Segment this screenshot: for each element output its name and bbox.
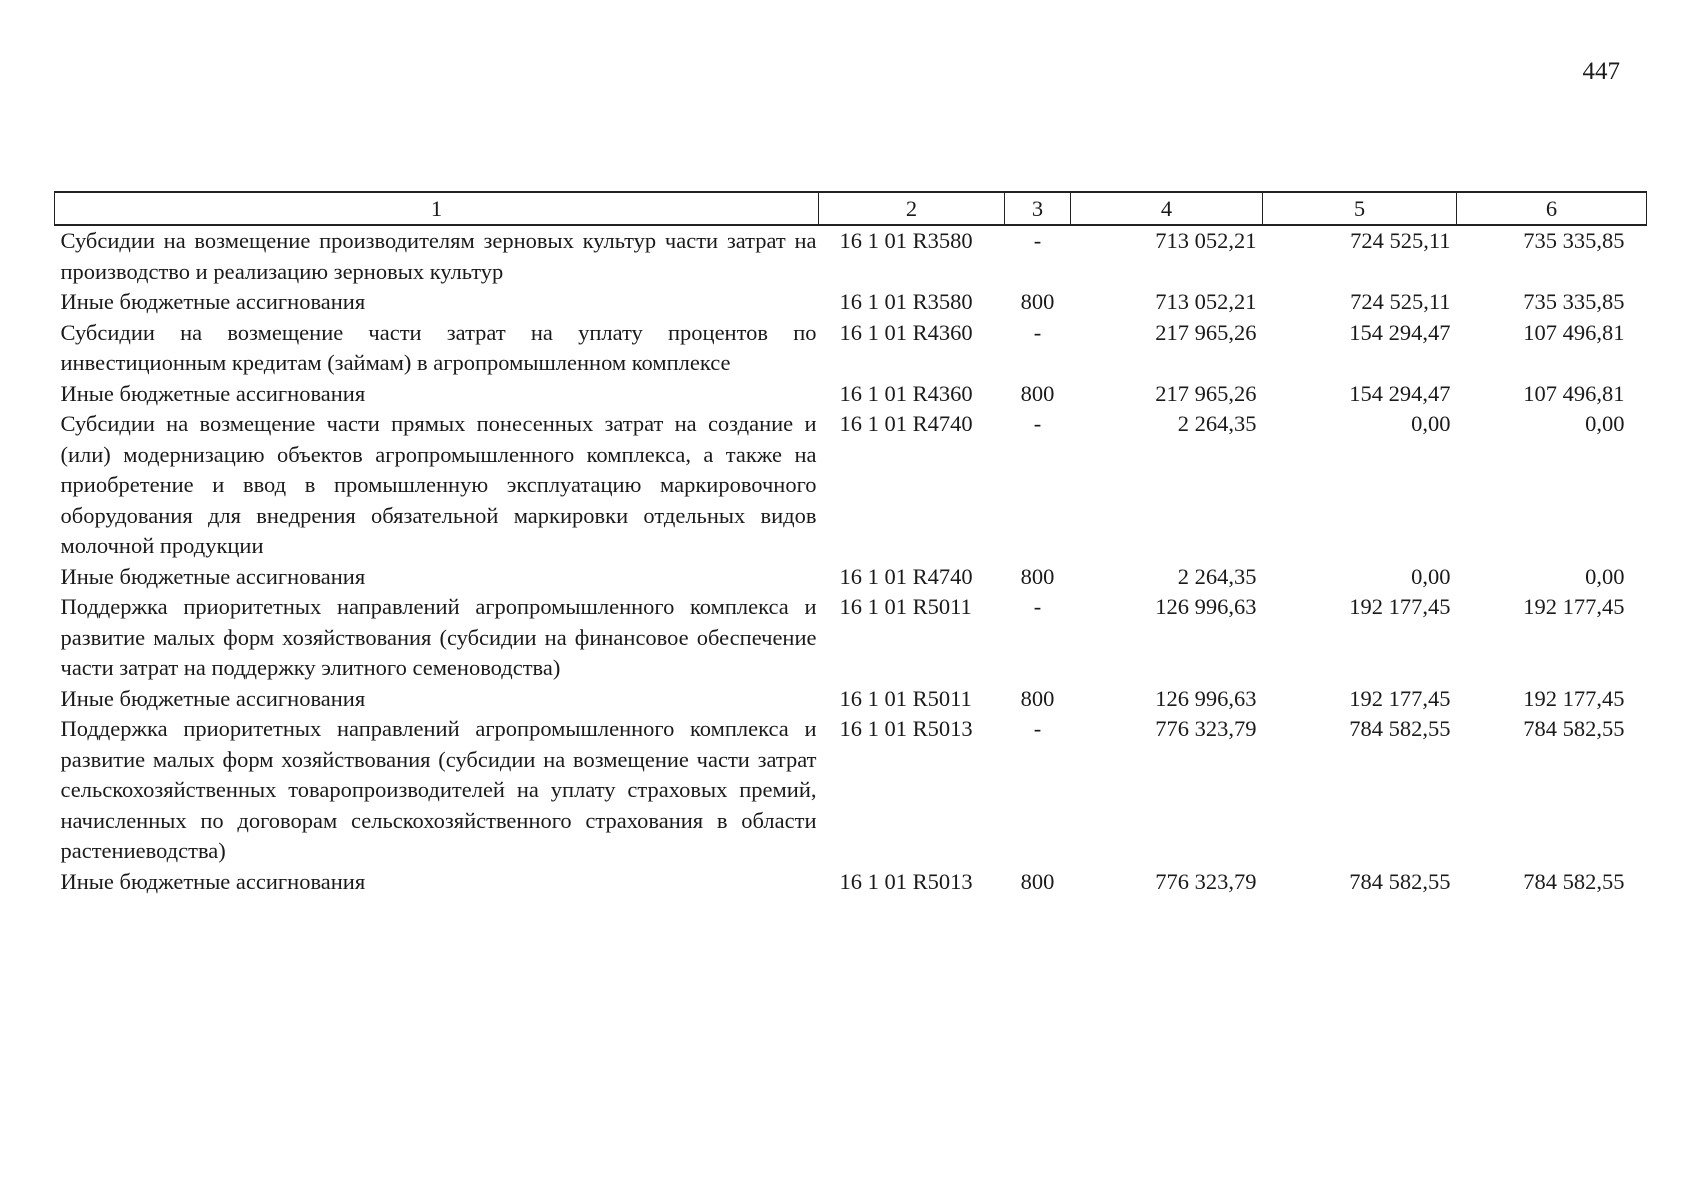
row-name: Иные бюджетные ассигнования <box>60 380 366 406</box>
row-code: 16 1 01 R4740 <box>839 411 973 436</box>
row-value-4: 713 052,21 <box>1155 289 1257 314</box>
row-expense-type: 800 <box>1020 380 1055 406</box>
row-value-6: 107 496,81 <box>1523 319 1625 345</box>
row-value-6: 0,00 <box>1585 563 1625 589</box>
header-cell-1: 1 <box>55 192 819 225</box>
table-row <box>55 379 1647 410</box>
header-cell-5: 5 <box>1263 192 1457 225</box>
row-code: 16 1 01 R3580 <box>839 228 973 253</box>
row-value-6: 735 335,85 <box>1523 289 1625 314</box>
header-cell-6: 6 <box>1457 192 1647 225</box>
row-expense-type: 800 <box>1020 685 1055 711</box>
row-expense-type: - <box>1033 716 1042 741</box>
row-value-5: 724 525,11 <box>1350 228 1451 253</box>
row-value-5: 192 177,45 <box>1349 685 1451 711</box>
row-name: Иные бюджетные ассигнования <box>60 868 366 894</box>
row-expense-type: - <box>1033 319 1042 345</box>
row-value-6: 192 177,45 <box>1523 685 1625 711</box>
row-code: 16 1 01 R4360 <box>839 380 973 406</box>
budget-table <box>54 191 1647 897</box>
row-value-4: 2 264,35 <box>1177 563 1257 589</box>
row-code: 16 1 01 R5013 <box>839 716 973 741</box>
header-row <box>55 192 1647 225</box>
row-name: Иные бюджетные ассигнования <box>60 685 366 711</box>
row-value-4: 776 323,79 <box>1155 868 1257 894</box>
table-row <box>55 714 1647 867</box>
table-row <box>55 287 1647 318</box>
row-code: 16 1 01 R3580 <box>839 289 973 314</box>
row-value-6: 107 496,81 <box>1523 380 1625 406</box>
row-value-5: 784 582,55 <box>1349 716 1451 741</box>
row-value-6: 192 177,45 <box>1523 594 1625 619</box>
row-code: 16 1 01 R5011 <box>839 594 972 619</box>
header-cell-3: 3 <box>1005 192 1071 225</box>
row-name: Субсидии на возмещение производителям зерновых культур части затрат на производство и реализацию зерновых культур <box>60 228 817 284</box>
row-value-5: 154 294,47 <box>1349 319 1451 345</box>
row-name: Иные бюджетные ассигнования <box>60 289 366 314</box>
row-name: Субсидии на возмещение части затрат на уплату процентов по инвестиционным кредитам (займам) в агропромышленном комплексе <box>60 319 817 375</box>
row-value-6: 784 582,55 <box>1523 716 1625 741</box>
table-row <box>55 409 1647 562</box>
table-row <box>55 225 1647 287</box>
table-body <box>55 225 1647 897</box>
row-name: Иные бюджетные ассигнования <box>60 563 366 589</box>
row-expense-type: 800 <box>1020 868 1055 894</box>
row-expense-type: - <box>1033 228 1042 253</box>
row-value-6: 784 582,55 <box>1523 868 1625 894</box>
row-name: Субсидии на возмещение части прямых понесенных затрат на создание и (или) модернизацию объектов агропромышленного комплекса, а также на приобретение и ввод в промышленную эксплуатацию маркировочного оборудования для внедрения обязательной маркировки отдельных видов молочной продукции <box>60 411 817 558</box>
row-value-5: 192 177,45 <box>1349 594 1451 619</box>
row-expense-type: - <box>1033 594 1042 619</box>
row-value-6: 0,00 <box>1585 411 1625 436</box>
row-code: 16 1 01 R4360 <box>839 319 973 345</box>
row-expense-type: 800 <box>1020 563 1055 589</box>
table-row <box>55 318 1647 379</box>
row-expense-type: 800 <box>1020 289 1055 314</box>
row-value-4: 776 323,79 <box>1155 716 1257 741</box>
row-code: 16 1 01 R5011 <box>839 685 972 711</box>
header-cell-4: 4 <box>1071 192 1263 225</box>
row-expense-type: - <box>1033 411 1042 436</box>
row-value-4: 217 965,26 <box>1155 319 1257 345</box>
table-row <box>55 867 1647 898</box>
row-value-5: 154 294,47 <box>1349 380 1451 406</box>
row-value-6: 735 335,85 <box>1523 228 1625 253</box>
row-value-4: 126 996,63 <box>1155 594 1257 619</box>
row-value-4: 126 996,63 <box>1155 685 1257 711</box>
row-name: Поддержка приоритетных направлений агропромышленного комплекса и развитие малых форм хозяйствования (субсидии на возмещение части затрат сельскохозяйственных товаропроизводителей на уплату страховых премий, начисленных по договорам сельскохозяйственного страхования в области растениеводства) <box>60 716 817 863</box>
row-value-4: 713 052,21 <box>1155 228 1257 253</box>
row-value-5: 784 582,55 <box>1349 868 1451 894</box>
row-code: 16 1 01 R5013 <box>839 868 973 894</box>
table-row <box>55 684 1647 715</box>
page-number: 447 <box>1582 58 1620 85</box>
table-header <box>55 192 1647 225</box>
row-value-5: 724 525,11 <box>1350 289 1451 314</box>
header-cell-2: 2 <box>819 192 1005 225</box>
table-row <box>55 562 1647 593</box>
row-value-5: 0,00 <box>1411 411 1451 436</box>
row-code: 16 1 01 R4740 <box>839 563 973 589</box>
row-value-4: 2 264,35 <box>1177 411 1257 436</box>
row-name: Поддержка приоритетных направлений агропромышленного комплекса и развитие малых форм хозяйствования (субсидии на финансовое обеспечение части затрат на поддержку элитного семеноводства) <box>60 594 817 680</box>
row-value-4: 217 965,26 <box>1155 380 1257 406</box>
row-value-5: 0,00 <box>1411 563 1451 589</box>
table-row <box>55 592 1647 684</box>
